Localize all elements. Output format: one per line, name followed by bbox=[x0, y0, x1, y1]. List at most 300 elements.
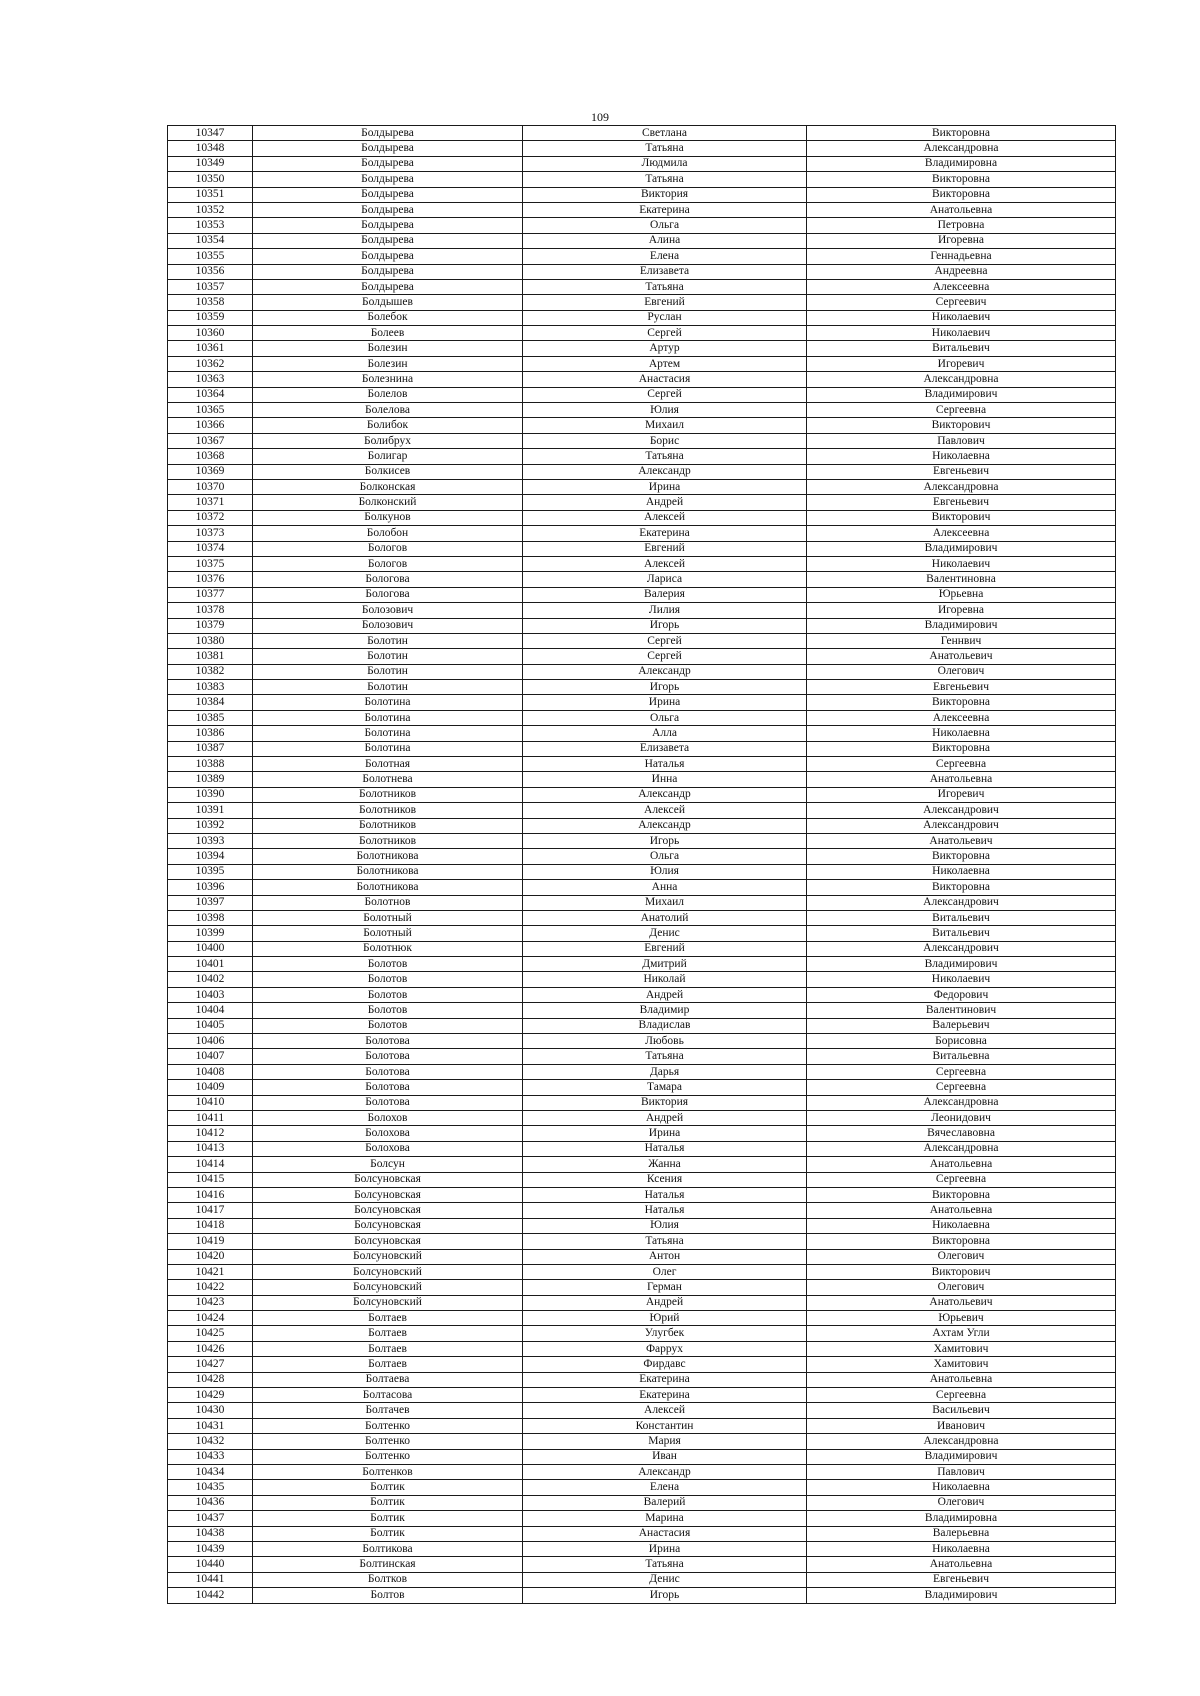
first-name-cell: Ирина bbox=[523, 695, 807, 710]
surname-cell: Болезнина bbox=[253, 372, 523, 387]
table-row bbox=[168, 172, 1116, 187]
record-number-cell: 10354 bbox=[168, 233, 253, 248]
patronymic-cell: Владимирович bbox=[807, 387, 1116, 402]
surname-cell: Болсуновская bbox=[253, 1218, 523, 1233]
patronymic-cell: Владимирович bbox=[807, 957, 1116, 972]
surname-cell: Болтасова bbox=[253, 1388, 523, 1403]
first-name-cell: Татьяна bbox=[523, 172, 807, 187]
first-name-cell: Ольга bbox=[523, 710, 807, 725]
surname-cell: Болдырева bbox=[253, 187, 523, 202]
first-name-cell: Руслан bbox=[523, 310, 807, 325]
first-name-cell: Екатерина bbox=[523, 1388, 807, 1403]
first-name-cell: Игорь bbox=[523, 680, 807, 695]
patronymic-cell: Сергеевич bbox=[807, 295, 1116, 310]
table-row bbox=[168, 726, 1116, 741]
first-name-cell: Юлия bbox=[523, 403, 807, 418]
table-row bbox=[168, 972, 1116, 987]
first-name-cell: Наталья bbox=[523, 1187, 807, 1202]
record-number-cell: 10433 bbox=[168, 1449, 253, 1464]
patronymic-cell: Геннвич bbox=[807, 633, 1116, 648]
patronymic-cell: Анатольевич bbox=[807, 649, 1116, 664]
surname-cell: Болсуновский bbox=[253, 1295, 523, 1310]
first-name-cell: Ксения bbox=[523, 1172, 807, 1187]
first-name-cell: Анатолий bbox=[523, 910, 807, 925]
table-row bbox=[168, 556, 1116, 571]
record-number-cell: 10396 bbox=[168, 880, 253, 895]
record-number-cell: 10378 bbox=[168, 603, 253, 618]
record-number-cell: 10371 bbox=[168, 495, 253, 510]
surname-cell: Болсуновский bbox=[253, 1264, 523, 1279]
record-number-cell: 10416 bbox=[168, 1187, 253, 1202]
table-row bbox=[168, 1464, 1116, 1479]
patronymic-cell: Николаевич bbox=[807, 326, 1116, 341]
table-row bbox=[168, 818, 1116, 833]
surname-cell: Болдышев bbox=[253, 295, 523, 310]
record-number-cell: 10398 bbox=[168, 910, 253, 925]
first-name-cell: Екатерина bbox=[523, 202, 807, 217]
patronymic-cell: Геннадьевна bbox=[807, 249, 1116, 264]
surname-cell: Болдырева bbox=[253, 126, 523, 141]
first-name-cell: Артем bbox=[523, 356, 807, 371]
record-number-cell: 10400 bbox=[168, 941, 253, 956]
table-row bbox=[168, 1064, 1116, 1079]
first-name-cell: Сергей bbox=[523, 387, 807, 402]
patronymic-cell: Владимирович bbox=[807, 541, 1116, 556]
record-number-cell: 10347 bbox=[168, 126, 253, 141]
table-row bbox=[168, 803, 1116, 818]
surname-cell: Болсуновская bbox=[253, 1172, 523, 1187]
first-name-cell: Наталья bbox=[523, 1141, 807, 1156]
surname-cell: Бологов bbox=[253, 541, 523, 556]
surname-cell: Бологова bbox=[253, 572, 523, 587]
table-row bbox=[168, 310, 1116, 325]
table-row bbox=[168, 957, 1116, 972]
table-row bbox=[168, 372, 1116, 387]
table-row bbox=[168, 587, 1116, 602]
table-row bbox=[168, 1280, 1116, 1295]
patronymic-cell: Борисовна bbox=[807, 1034, 1116, 1049]
table-row bbox=[168, 664, 1116, 679]
name-list-table bbox=[167, 125, 1116, 1604]
record-number-cell: 10350 bbox=[168, 172, 253, 187]
first-name-cell: Екатерина bbox=[523, 1372, 807, 1387]
table-row bbox=[168, 479, 1116, 494]
record-number-cell: 10408 bbox=[168, 1064, 253, 1079]
table-row bbox=[168, 1480, 1116, 1495]
first-name-cell: Ирина bbox=[523, 1541, 807, 1556]
first-name-cell: Антон bbox=[523, 1249, 807, 1264]
surname-cell: Болдырева bbox=[253, 202, 523, 217]
patronymic-cell: Александровна bbox=[807, 1434, 1116, 1449]
patronymic-cell: Викторовна bbox=[807, 849, 1116, 864]
patronymic-cell: Витальевич bbox=[807, 341, 1116, 356]
first-name-cell: Ирина bbox=[523, 479, 807, 494]
first-name-cell: Анастасия bbox=[523, 1526, 807, 1541]
table-row bbox=[168, 1495, 1116, 1510]
table-row bbox=[168, 633, 1116, 648]
table-row bbox=[168, 1372, 1116, 1387]
record-number-cell: 10376 bbox=[168, 572, 253, 587]
patronymic-cell: Валентинович bbox=[807, 1003, 1116, 1018]
record-number-cell: 10417 bbox=[168, 1203, 253, 1218]
patronymic-cell: Николаевич bbox=[807, 310, 1116, 325]
patronymic-cell: Игоревна bbox=[807, 603, 1116, 618]
record-number-cell: 10397 bbox=[168, 895, 253, 910]
table-row bbox=[168, 926, 1116, 941]
first-name-cell: Анна bbox=[523, 880, 807, 895]
table-row bbox=[168, 1141, 1116, 1156]
surname-cell: Болотов bbox=[253, 1003, 523, 1018]
record-number-cell: 10356 bbox=[168, 264, 253, 279]
surname-cell: Бологова bbox=[253, 587, 523, 602]
table-row bbox=[168, 1434, 1116, 1449]
patronymic-cell: Викторовна bbox=[807, 187, 1116, 202]
record-number-cell: 10375 bbox=[168, 556, 253, 571]
patronymic-cell: Олегович bbox=[807, 1249, 1116, 1264]
surname-cell: Бологов bbox=[253, 556, 523, 571]
record-number-cell: 10405 bbox=[168, 1018, 253, 1033]
table-row bbox=[168, 772, 1116, 787]
surname-cell: Болтаев bbox=[253, 1326, 523, 1341]
record-number-cell: 10403 bbox=[168, 987, 253, 1002]
table-row bbox=[168, 1341, 1116, 1356]
record-number-cell: 10381 bbox=[168, 649, 253, 664]
patronymic-cell: Викторовна bbox=[807, 741, 1116, 756]
surname-cell: Болтик bbox=[253, 1480, 523, 1495]
record-number-cell: 10385 bbox=[168, 710, 253, 725]
page-number: 109 bbox=[591, 110, 609, 124]
surname-cell: Болотников bbox=[253, 833, 523, 848]
record-number-cell: 10409 bbox=[168, 1080, 253, 1095]
surname-cell: Болдырева bbox=[253, 218, 523, 233]
surname-cell: Болотова bbox=[253, 1064, 523, 1079]
table-row bbox=[168, 1126, 1116, 1141]
table-row bbox=[168, 880, 1116, 895]
patronymic-cell: Александровна bbox=[807, 1141, 1116, 1156]
table-row bbox=[168, 141, 1116, 156]
table-row bbox=[168, 1095, 1116, 1110]
table-row bbox=[168, 1588, 1116, 1603]
patronymic-cell: Александровна bbox=[807, 1095, 1116, 1110]
table-row bbox=[168, 1111, 1116, 1126]
table-row bbox=[168, 464, 1116, 479]
surname-cell: Болотов bbox=[253, 1018, 523, 1033]
surname-cell: Болдырева bbox=[253, 264, 523, 279]
patronymic-cell: Николаевна bbox=[807, 726, 1116, 741]
patronymic-cell: Николаевна bbox=[807, 1218, 1116, 1233]
first-name-cell: Олег bbox=[523, 1264, 807, 1279]
patronymic-cell: Алексеевна bbox=[807, 710, 1116, 725]
surname-cell: Болтаева bbox=[253, 1372, 523, 1387]
patronymic-cell: Викторович bbox=[807, 418, 1116, 433]
surname-cell: Болтикова bbox=[253, 1541, 523, 1556]
patronymic-cell: Юрьевна bbox=[807, 587, 1116, 602]
table-row bbox=[168, 987, 1116, 1002]
surname-cell: Болотнов bbox=[253, 895, 523, 910]
surname-cell: Болтенко bbox=[253, 1418, 523, 1433]
first-name-cell: Юлия bbox=[523, 864, 807, 879]
table-row bbox=[168, 1526, 1116, 1541]
patronymic-cell: Викторович bbox=[807, 510, 1116, 525]
table-row bbox=[168, 249, 1116, 264]
record-number-cell: 10437 bbox=[168, 1511, 253, 1526]
surname-cell: Болотин bbox=[253, 664, 523, 679]
table-row bbox=[168, 1357, 1116, 1372]
record-number-cell: 10384 bbox=[168, 695, 253, 710]
surname-cell: Болтик bbox=[253, 1511, 523, 1526]
table-row bbox=[168, 1511, 1116, 1526]
table-row bbox=[168, 741, 1116, 756]
record-number-cell: 10439 bbox=[168, 1541, 253, 1556]
record-number-cell: 10393 bbox=[168, 833, 253, 848]
first-name-cell: Игорь bbox=[523, 618, 807, 633]
first-name-cell: Ольга bbox=[523, 218, 807, 233]
patronymic-cell: Евгеньевич bbox=[807, 495, 1116, 510]
table-row bbox=[168, 1264, 1116, 1279]
record-number-cell: 10395 bbox=[168, 864, 253, 879]
first-name-cell: Сергей bbox=[523, 649, 807, 664]
record-number-cell: 10434 bbox=[168, 1464, 253, 1479]
record-number-cell: 10355 bbox=[168, 249, 253, 264]
first-name-cell: Николай bbox=[523, 972, 807, 987]
record-number-cell: 10420 bbox=[168, 1249, 253, 1264]
table-row bbox=[168, 264, 1116, 279]
table-row bbox=[168, 1557, 1116, 1572]
record-number-cell: 10365 bbox=[168, 403, 253, 418]
table-row bbox=[168, 833, 1116, 848]
table-row bbox=[168, 849, 1116, 864]
table-row bbox=[168, 218, 1116, 233]
patronymic-cell: Александрович bbox=[807, 941, 1116, 956]
record-number-cell: 10369 bbox=[168, 464, 253, 479]
first-name-cell: Андрей bbox=[523, 1295, 807, 1310]
first-name-cell: Евгений bbox=[523, 941, 807, 956]
record-number-cell: 10370 bbox=[168, 479, 253, 494]
table-row bbox=[168, 1326, 1116, 1341]
first-name-cell: Артур bbox=[523, 341, 807, 356]
surname-cell: Болотников bbox=[253, 787, 523, 802]
record-number-cell: 10426 bbox=[168, 1341, 253, 1356]
first-name-cell: Татьяна bbox=[523, 449, 807, 464]
first-name-cell: Дарья bbox=[523, 1064, 807, 1079]
patronymic-cell: Анатольевна bbox=[807, 1157, 1116, 1172]
first-name-cell: Екатерина bbox=[523, 526, 807, 541]
patronymic-cell: Сергеевна bbox=[807, 757, 1116, 772]
patronymic-cell: Владимирович bbox=[807, 1588, 1116, 1603]
surname-cell: Болохова bbox=[253, 1141, 523, 1156]
surname-cell: Болозович bbox=[253, 618, 523, 633]
surname-cell: Болдырева bbox=[253, 279, 523, 294]
first-name-cell: Татьяна bbox=[523, 1049, 807, 1064]
surname-cell: Болотина bbox=[253, 741, 523, 756]
record-number-cell: 10411 bbox=[168, 1111, 253, 1126]
surname-cell: Болсуновский bbox=[253, 1280, 523, 1295]
first-name-cell: Евгений bbox=[523, 295, 807, 310]
patronymic-cell: Петровна bbox=[807, 218, 1116, 233]
patronymic-cell: Хамитович bbox=[807, 1357, 1116, 1372]
patronymic-cell: Анатольевна bbox=[807, 1203, 1116, 1218]
record-number-cell: 10372 bbox=[168, 510, 253, 525]
patronymic-cell: Анатольевна bbox=[807, 1372, 1116, 1387]
surname-cell: Болотников bbox=[253, 818, 523, 833]
patronymic-cell: Васильевич bbox=[807, 1403, 1116, 1418]
patronymic-cell: Викторовна bbox=[807, 126, 1116, 141]
patronymic-cell: Александрович bbox=[807, 895, 1116, 910]
first-name-cell: Жанна bbox=[523, 1157, 807, 1172]
surname-cell: Болтаев bbox=[253, 1311, 523, 1326]
table-row bbox=[168, 1018, 1116, 1033]
record-number-cell: 10432 bbox=[168, 1434, 253, 1449]
patronymic-cell: Игоревна bbox=[807, 233, 1116, 248]
patronymic-cell: Витальевич bbox=[807, 926, 1116, 941]
first-name-cell: Александр bbox=[523, 464, 807, 479]
record-number-cell: 10423 bbox=[168, 1295, 253, 1310]
patronymic-cell: Владимирович bbox=[807, 618, 1116, 633]
patronymic-cell: Анатольевна bbox=[807, 772, 1116, 787]
record-number-cell: 10422 bbox=[168, 1280, 253, 1295]
first-name-cell: Наталья bbox=[523, 1203, 807, 1218]
table-row bbox=[168, 1218, 1116, 1233]
first-name-cell: Татьяна bbox=[523, 1234, 807, 1249]
table-row bbox=[168, 572, 1116, 587]
record-number-cell: 10401 bbox=[168, 957, 253, 972]
patronymic-cell: Викторовна bbox=[807, 1187, 1116, 1202]
table-row bbox=[168, 187, 1116, 202]
surname-cell: Болотный bbox=[253, 910, 523, 925]
record-number-cell: 10357 bbox=[168, 279, 253, 294]
first-name-cell: Александр bbox=[523, 787, 807, 802]
first-name-cell: Анастасия bbox=[523, 372, 807, 387]
record-number-cell: 10363 bbox=[168, 372, 253, 387]
table-row bbox=[168, 1080, 1116, 1095]
table-row bbox=[168, 1187, 1116, 1202]
first-name-cell: Иван bbox=[523, 1449, 807, 1464]
record-number-cell: 10349 bbox=[168, 156, 253, 171]
patronymic-cell: Валерьевна bbox=[807, 1526, 1116, 1541]
first-name-cell: Игорь bbox=[523, 1588, 807, 1603]
surname-cell: Болотов bbox=[253, 972, 523, 987]
table-row bbox=[168, 1572, 1116, 1587]
first-name-cell: Андрей bbox=[523, 495, 807, 510]
patronymic-cell: Николаевна bbox=[807, 1541, 1116, 1556]
table-row bbox=[168, 341, 1116, 356]
table-row bbox=[168, 433, 1116, 448]
patronymic-cell: Николаевна bbox=[807, 864, 1116, 879]
first-name-cell: Виктория bbox=[523, 1095, 807, 1110]
record-number-cell: 10380 bbox=[168, 633, 253, 648]
first-name-cell: Валерий bbox=[523, 1495, 807, 1510]
surname-cell: Болдырева bbox=[253, 141, 523, 156]
surname-cell: Болибрух bbox=[253, 433, 523, 448]
patronymic-cell: Александровна bbox=[807, 141, 1116, 156]
first-name-cell: Алла bbox=[523, 726, 807, 741]
record-number-cell: 10412 bbox=[168, 1126, 253, 1141]
table-row bbox=[168, 1388, 1116, 1403]
surname-cell: Болотова bbox=[253, 1095, 523, 1110]
patronymic-cell: Алексеевна bbox=[807, 279, 1116, 294]
first-name-cell: Инна bbox=[523, 772, 807, 787]
first-name-cell: Мария bbox=[523, 1434, 807, 1449]
first-name-cell: Фирдавс bbox=[523, 1357, 807, 1372]
record-number-cell: 10442 bbox=[168, 1588, 253, 1603]
surname-cell: Болотова bbox=[253, 1080, 523, 1095]
patronymic-cell: Викторович bbox=[807, 1264, 1116, 1279]
patronymic-cell: Викторовна bbox=[807, 880, 1116, 895]
table-row bbox=[168, 1418, 1116, 1433]
first-name-cell: Андрей bbox=[523, 1111, 807, 1126]
table-row bbox=[168, 618, 1116, 633]
first-name-cell: Татьяна bbox=[523, 279, 807, 294]
first-name-cell: Денис bbox=[523, 1572, 807, 1587]
table-row bbox=[168, 649, 1116, 664]
table-row bbox=[168, 1203, 1116, 1218]
patronymic-cell: Олегович bbox=[807, 1495, 1116, 1510]
table-row bbox=[168, 526, 1116, 541]
surname-cell: Болтенко bbox=[253, 1449, 523, 1464]
first-name-cell: Светлана bbox=[523, 126, 807, 141]
record-number-cell: 10424 bbox=[168, 1311, 253, 1326]
patronymic-cell: Хамитович bbox=[807, 1341, 1116, 1356]
record-number-cell: 10410 bbox=[168, 1095, 253, 1110]
first-name-cell: Юлия bbox=[523, 1218, 807, 1233]
table-row bbox=[168, 1449, 1116, 1464]
record-number-cell: 10367 bbox=[168, 433, 253, 448]
patronymic-cell: Владимировна bbox=[807, 1511, 1116, 1526]
table-row bbox=[168, 418, 1116, 433]
patronymic-cell: Юрьевич bbox=[807, 1311, 1116, 1326]
patronymic-cell: Анатольевна bbox=[807, 202, 1116, 217]
surname-cell: Болохов bbox=[253, 1111, 523, 1126]
table-row bbox=[168, 603, 1116, 618]
record-number-cell: 10392 bbox=[168, 818, 253, 833]
patronymic-cell: Сергеевна bbox=[807, 403, 1116, 418]
patronymic-cell: Иванович bbox=[807, 1418, 1116, 1433]
table-row bbox=[168, 1403, 1116, 1418]
surname-cell: Болконский bbox=[253, 495, 523, 510]
first-name-cell: Владимир bbox=[523, 1003, 807, 1018]
record-number-cell: 10431 bbox=[168, 1418, 253, 1433]
surname-cell: Болотникова bbox=[253, 864, 523, 879]
surname-cell: Болотов bbox=[253, 987, 523, 1002]
patronymic-cell: Евгеньевич bbox=[807, 464, 1116, 479]
patronymic-cell: Сергеевна bbox=[807, 1080, 1116, 1095]
surname-cell: Болобон bbox=[253, 526, 523, 541]
surname-cell: Болохова bbox=[253, 1126, 523, 1141]
record-number-cell: 10430 bbox=[168, 1403, 253, 1418]
first-name-cell: Лариса bbox=[523, 572, 807, 587]
surname-cell: Болтик bbox=[253, 1495, 523, 1510]
record-number-cell: 10366 bbox=[168, 418, 253, 433]
patronymic-cell: Олегович bbox=[807, 664, 1116, 679]
record-number-cell: 10421 bbox=[168, 1264, 253, 1279]
patronymic-cell: Олегович bbox=[807, 1280, 1116, 1295]
surname-cell: Болотников bbox=[253, 803, 523, 818]
record-number-cell: 10374 bbox=[168, 541, 253, 556]
record-number-cell: 10391 bbox=[168, 803, 253, 818]
table-row bbox=[168, 910, 1116, 925]
first-name-cell: Алексей bbox=[523, 510, 807, 525]
first-name-cell: Любовь bbox=[523, 1034, 807, 1049]
first-name-cell: Герман bbox=[523, 1280, 807, 1295]
surname-cell: Болсун bbox=[253, 1157, 523, 1172]
surname-cell: Болелова bbox=[253, 403, 523, 418]
patronymic-cell: Ахтам Угли bbox=[807, 1326, 1116, 1341]
first-name-cell: Владислав bbox=[523, 1018, 807, 1033]
patronymic-cell: Витальевна bbox=[807, 1049, 1116, 1064]
first-name-cell: Ольга bbox=[523, 849, 807, 864]
first-name-cell: Елизавета bbox=[523, 264, 807, 279]
table-row bbox=[168, 1234, 1116, 1249]
